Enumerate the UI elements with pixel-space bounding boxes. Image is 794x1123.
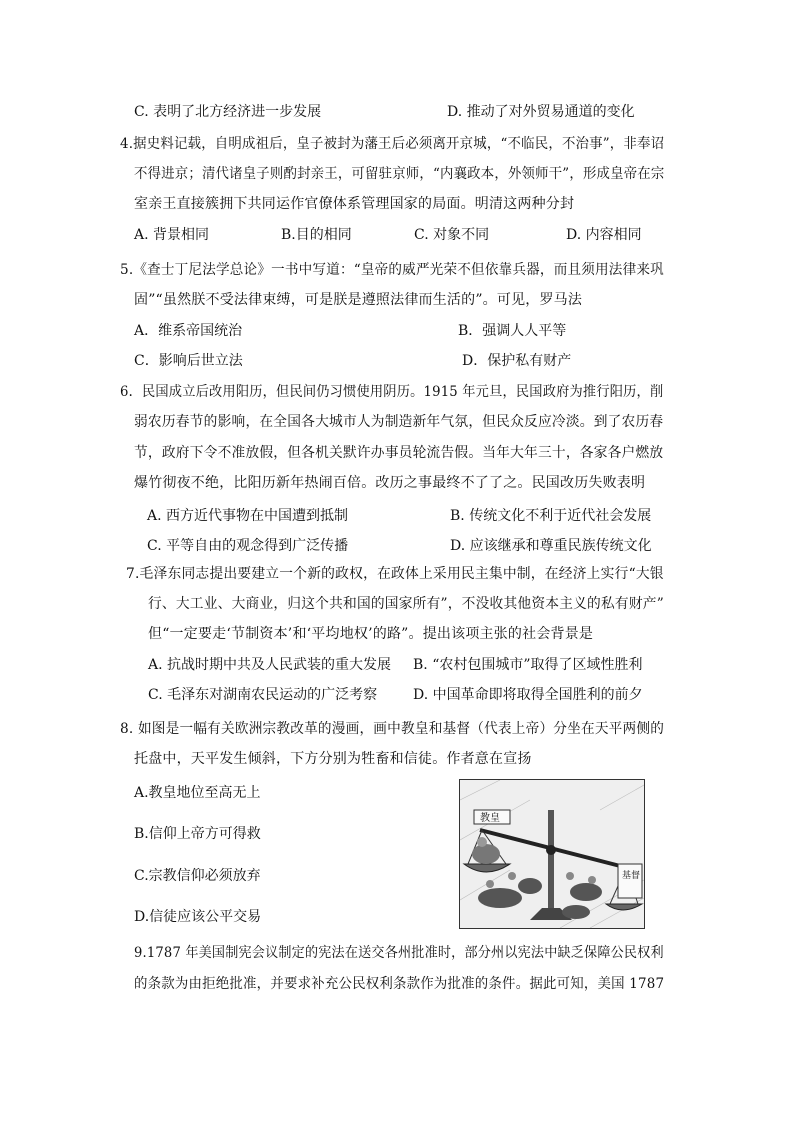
q3-option-d: D. 推动了对外贸易通道的变化 <box>447 104 635 120</box>
q3-option-c: C. 表明了北方经济进一步发展 <box>134 104 322 120</box>
balance-scale-illustration <box>460 780 644 928</box>
q4-option-d: D. 内容相同 <box>566 227 642 243</box>
q6-text-line-2: 弱农历春节的影响，在全国各大城市人为制造新年气氛，但民众反应冷淡。到了农历春 <box>134 414 664 430</box>
q9-text-line-2: 的条款为由拒绝批准，并要求补充公民权利条款作为批准的条件。据此可知，美国 1787 <box>134 976 665 992</box>
q6-text-line-3: 节，政府下令不准放假，但各机关默许办事员轮流告假。当年大年三十，各家各户燃放 <box>134 445 664 461</box>
q8-option-c: C.宗教信仰必须放弃 <box>134 868 261 884</box>
q7-text-line-2: 行、大工业、大商业，归这个共和国的国家所有”，不没收其他资本主义的私有财产” <box>148 596 664 612</box>
q4-option-b: B.目的相同 <box>281 227 352 243</box>
q5-option-d: D．保护私有财产 <box>462 353 572 369</box>
christ-label <box>622 869 640 881</box>
q7-option-d: D. 中国革命即将取得全国胜利的前夕 <box>413 687 643 703</box>
q4-option-a: A. 背景相同 <box>134 227 210 243</box>
q5-option-a: A．维系帝国统治 <box>134 323 243 339</box>
q6-text-line-1: 6．民国成立后改用阳历，但民间仍习惯使用阴历。1915 年元旦，民国政府为推行阳历，削 <box>120 384 664 400</box>
q4-option-c: C. 对象不同 <box>414 227 490 243</box>
q6-option-d: D. 应该继承和尊重民族传统文化 <box>450 538 652 554</box>
q5-option-b: B．强调人人平等 <box>458 323 567 339</box>
q4-text-line-3: 室亲王直接簇拥下共同运作官僚体系管理国家的局面。明清这两种分封 <box>134 196 575 212</box>
q5-text-line-1: 5.《查士丁尼法学总论》一书中写道：“皇帝的威严光荣不但依靠兵器，而且须用法律来巩 <box>120 262 664 278</box>
q4-text-line-2: 不得进京；清代诸皇子则酌封亲王，可留驻京师，“内襄政本，外领师干”，形成皇帝在宗 <box>134 166 665 182</box>
q7-option-b: B. “农村包围城市”取得了区域性胜利 <box>413 657 643 673</box>
q5-text-line-2: 固”“虽然朕不受法律束缚，可是朕是遵照法律而生活的”。可见，罗马法 <box>134 292 583 308</box>
q6-option-a: A. 西方近代事物在中国遭到抵制 <box>147 508 349 524</box>
q7-text-line-1: 7.毛泽东同志提出要建立一个新的政权，在政体上采用民主集中制，在经济上实行“大银 <box>126 566 664 582</box>
q4-text-line-1: 4.据史料记载，自明成祖后，皇子被封为藩王后必须离开京城，“不临民，不治事”，非奉诏 <box>120 136 665 152</box>
reformation-cartoon-image <box>459 779 645 929</box>
q8-text-line-1: 8. 如图是一幅有关欧洲宗教改革的漫画，画中教皇和基督（代表上帝）分坐在天平两侧的 <box>120 721 665 737</box>
pope-label: 教皇 <box>480 813 500 824</box>
q8-option-a: A.教皇地位至高无上 <box>134 785 261 801</box>
q8-text-line-2: 托盘中，天平发生倾斜，下方分别为牲畜和信徒。作者意在宣扬 <box>134 751 532 767</box>
q7-text-line-3: 但“一定要走‘节制资本’和‘平均地权’的路”。提出该项主张的社会背景是 <box>148 626 594 642</box>
q5-option-c: C．影响后世立法 <box>134 353 243 369</box>
q7-option-a: A. 抗战时期中共及人民武装的重大发展 <box>148 657 392 673</box>
q8-option-d: D.信徒应该公平交易 <box>134 909 262 925</box>
q9-text-line-1: 9.1787 年美国制宪会议制定的宪法在送交各州批准时，部分州以宪法中缺乏保障公民权利 <box>134 945 664 961</box>
q6-option-b: B. 传统文化不利于近代社会发展 <box>450 508 652 524</box>
christ-label-text: 基督 <box>622 871 641 881</box>
q7-option-c: C. 毛泽东对湖南农民运动的广泛考察 <box>148 687 378 703</box>
q6-text-line-4: 爆竹彻夜不绝，比阳历新年热闹百倍。改历之事最终不了了之。民国改历失败表明 <box>134 475 646 491</box>
q8-option-b: B.信仰上帝方可得救 <box>134 826 261 842</box>
q6-option-c: C. 平等自由的观念得到广泛传播 <box>147 538 349 554</box>
